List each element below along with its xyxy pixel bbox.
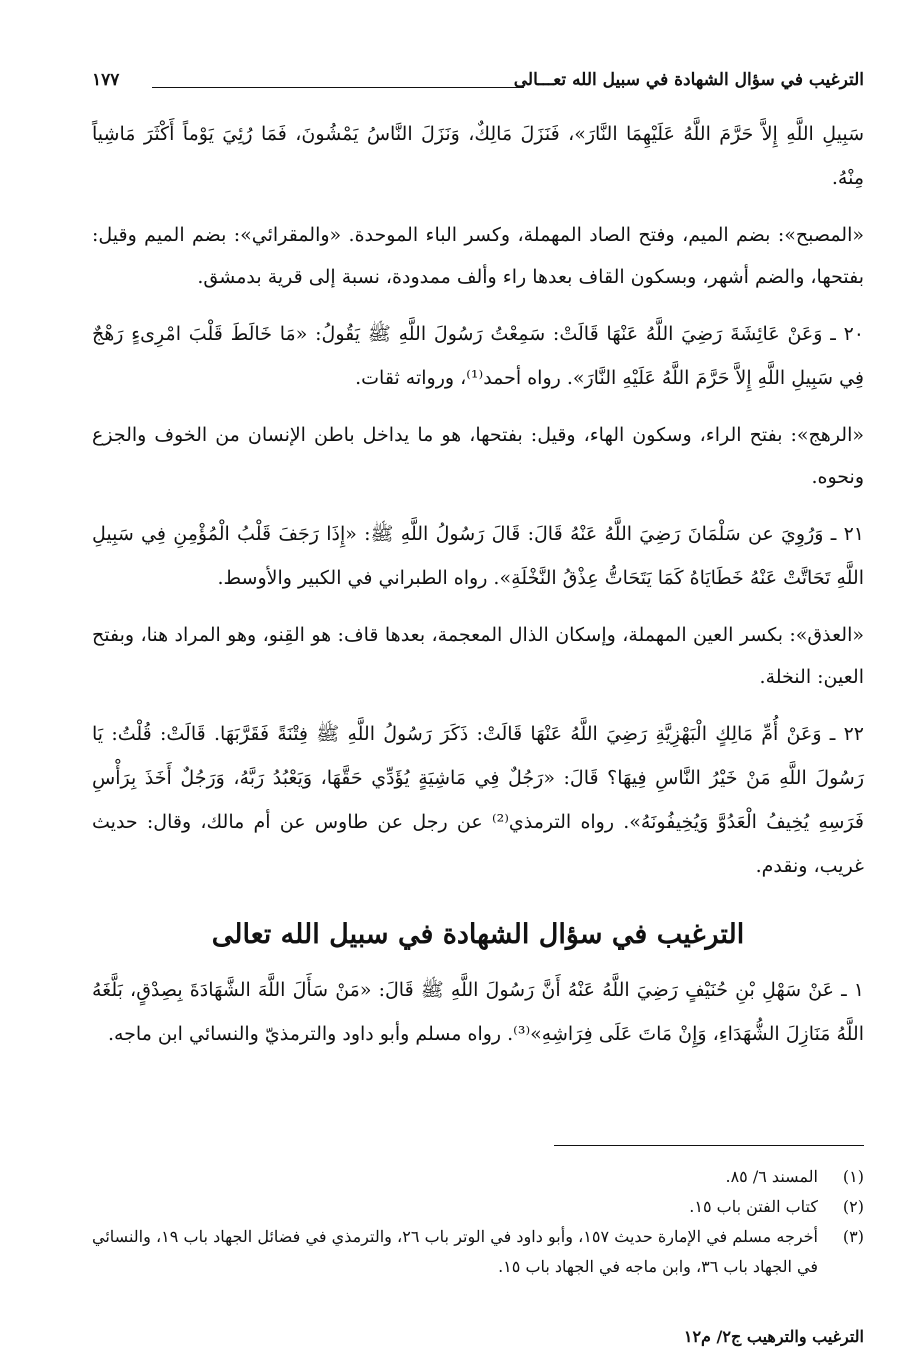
running-header (92, 70, 864, 104)
section-heading: الترغيب في سؤال الشهادة في سبيل الله تعالى (211, 919, 745, 950)
footnote-number: (١) (842, 1167, 864, 1186)
signature-line: الترغيب والترهيب ج٢/ م١٢ (683, 1327, 864, 1346)
footnote-divider (554, 1145, 864, 1146)
header-rule (152, 87, 524, 88)
hadith-1: ١ ـ عَنْ سَهْلِ بْنِ حُنَيْفٍ رَضِيَ اللَّهُ عَنْهُ أَنَّ رَسُولَ اللَّهِ ﷺ قَالَ: «مَنْ سَأَلَ اللَّهَ الشَّهَادَةَ بِصِدْقٍ، بَلَّغَهُ اللَّهُ مَنَازِلَ الشُّهَدَاءِ، وَإِنْ مَاتَ عَلَى فِرَاشِهِ»⁽³⁾. رواه مسلم وأبو داود والترمذيّ والنسائي ابن ماجه. (92, 979, 864, 1045)
footnotes (92, 1162, 864, 1282)
header-title: الترغيب في سؤال الشهادة في سبيل الله تعـــالى (513, 70, 864, 90)
footnote-item (92, 1192, 864, 1222)
footnote-item (92, 1162, 864, 1192)
footnote-text: المسند ٦/ ٨٥. (725, 1167, 818, 1186)
footnote-number: (٢) (842, 1197, 864, 1216)
page-number: ١٧٧ (92, 70, 120, 90)
gloss-paragraph: «الرهج»: بفتح الراء، وسكون الهاء، وقيل: بفتحها، هو ما يداخل باطن الإنسان من الخوف والجزع ونحوه. (92, 424, 864, 488)
hadith-20: ٢٠ ـ وَعَنْ عَائِشَةَ رَضِيَ اللَّهُ عَنْهَا قَالَتْ: سَمِعْتُ رَسُولَ اللَّهِ ﷺ يَقُولُ: «مَا خَالَطَ قَلْبَ امْرِىءٍ رَهْجٌ فِي سَبِيلِ اللَّهِ إِلاَّ حَرَّمَ اللَّهُ عَلَيْهِ النَّارَ». رواه أحمد⁽¹⁾، ورواته ثقات. (92, 323, 864, 389)
hadith-21: ٢١ ـ وَرُوِيَ عن سَلْمَانَ رَضِيَ اللَّهُ عَنْهُ قَالَ: قَالَ رَسُولُ اللَّهِ ﷺ: «إِذَا رَجَفَ قَلْبُ الْمُؤْمِنِ فِي سَبِيلِ اللَّهِ تَحَاتَّتْ عَنْهُ خَطَايَاهُ كَمَا يَتَحَاتُّ عِذْقُ النَّخْلَةِ». رواه الطبراني في الكبير والأوسط. (92, 523, 864, 589)
hadith-22: ٢٢ ـ وَعَنْ أُمِّ مَالِكٍ الْبَهْزِيَّةِ رَضِيَ اللَّهُ عَنْهَا قَالَتْ: ذَكَرَ رَسُولُ اللَّهِ ﷺ فِتْنَةً فَقَرَّبَهَا. قَالَتْ: قُلْتُ: يَا رَسُولَ اللَّهِ مَنْ خَيْرُ النَّاسِ فِيهَا؟ قَالَ: «رَجُلٌ فِي مَاشِيَةٍ يُؤَدِّي حَقَّهَا، وَيَعْبُدُ رَبَّهُ، وَرَجُلٌ أَخَذَ بِرَأْسِ فَرَسِهِ يُخِيفُ الْعَدُوَّ وَيُخِيفُونَهُ». رواه الترمذي⁽²⁾ عن رجل عن طاوس عن أم مالك، وقال: حديث غريب، ونقدم. (92, 723, 864, 877)
gloss-paragraph: «العذق»: بكسر العين المهملة، وإسكان الذال المعجمة، بعدها قاف: هو القِنو، وهو المراد هنا، وبفتح العين: النخلة. (92, 624, 864, 688)
footnote-text: أخرجه مسلم في الإمارة حديث ١٥٧، وأبو داود في الوتر باب ٢٦، والترمذي في فضائل الجهاد باب ١٩، والنسائي في الجهاد باب ٣٦، وابن ماجه في الجهاد باب ١٥. (92, 1227, 818, 1276)
hadith-continuation: سَبِيلِ اللَّهِ إِلاَّ حَرَّمَ اللَّهُ عَلَيْهِمَا النَّارَ»، فَنَزَلَ مَالِكٌ، وَنَزَلَ النَّاسُ يَمْشُونَ، فَمَا رُئِيَ يَوْماً أَكْثَرَ مَاشِياً مِنْهُ. (92, 123, 864, 189)
footnote-text: كتاب الفتن باب ١٥. (689, 1197, 818, 1216)
gloss-paragraph: «المصبح»: بضم الميم، وفتح الصاد المهملة، وكسر الباء الموحدة. «والمقرائي»: بضم الميم وقيل: بفتحها، والضم أشهر، وبسكون القاف بعدها راء وألف ممدودة، نسبة إلى قرية بدمشق. (92, 224, 864, 288)
footnote-item (92, 1222, 864, 1282)
main-text (92, 112, 864, 1070)
footnote-number: (٣) (842, 1227, 864, 1246)
